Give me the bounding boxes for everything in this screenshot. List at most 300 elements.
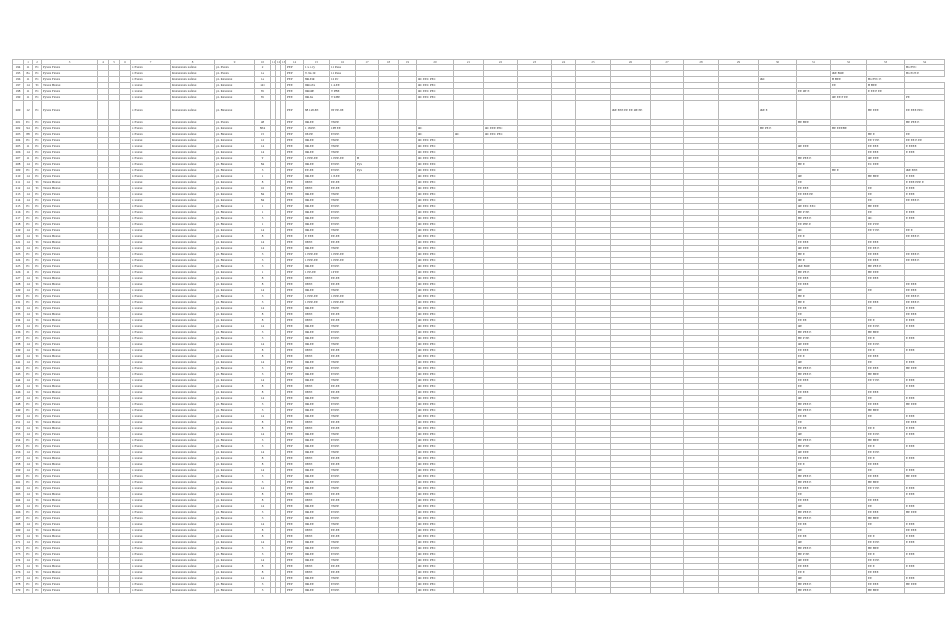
table-cell: ЕЕ (867, 306, 905, 312)
table-cell: ЕЕ ЕЕЕ (905, 282, 945, 288)
table-cell: 14 (255, 396, 271, 402)
table-cell: г. Рxxxx (131, 77, 171, 83)
table-cell: ЕЕ ЕЕЕ Е (905, 258, 945, 264)
table-cell: 250 (13, 414, 24, 420)
table-cell: ВЕ РЕЕ Е (797, 510, 831, 516)
table-cell: 9Ф.ЕЕ (304, 432, 330, 438)
table-cell: 9Ф.ЕЕ (304, 378, 330, 384)
table-cell: 14 (24, 348, 33, 354)
table-cell: г. ххххх (131, 486, 171, 492)
table-cell: Р1 (33, 150, 42, 156)
table-cell: ЕЕ ЕЕЕ (867, 498, 905, 504)
table-cell: ЕЕ.ЕЕ (330, 234, 356, 240)
table-cell: Р1 (33, 438, 42, 444)
table-cell: РЕР (286, 222, 304, 228)
table-cell: Рyxxx Fxxxx (42, 558, 98, 564)
table-cell: г. Рxxxx (131, 474, 171, 480)
table-cell: ЕЕ ЕЕЕ (797, 186, 831, 192)
table-cell: ЕЕ.ЕЕ (330, 498, 356, 504)
table-cell: РЕЕ (286, 462, 304, 468)
table-cell: г. Рxxxx (131, 222, 171, 228)
table-cell: Т8.ЕЕ (330, 522, 356, 528)
column-header: 32 (831, 60, 867, 65)
table-cell: Т8.ЕЕ (330, 306, 356, 312)
table-cell: 229 (13, 288, 24, 294)
table-cell: 9ЕЕЕ (304, 354, 330, 360)
table-cell: ул. Кхххххх (215, 288, 255, 294)
table-cell: ул. Вхххххх (215, 366, 255, 372)
table-cell: Р1 (24, 336, 33, 342)
table-cell: 9ЕЕЕ (304, 390, 330, 396)
table-cell: ЕЕ ЕЕЕ (797, 378, 831, 384)
table-cell: ЯС ЕЕС РЕС (417, 498, 454, 504)
table-cell: ЕЕ ЕЕЕ (797, 282, 831, 288)
table-cell: г. Рxxxx (131, 174, 171, 180)
table-cell: ВЕ Е (797, 252, 831, 258)
table-cell: 1 ЕЕЕ.ЕЕ (304, 156, 330, 162)
table-cell: ЕТ.ЕЕ (330, 204, 356, 210)
table-cell: ЯС ЕЕС РЕС (417, 360, 454, 366)
table-cell: ул. Кхххххх (215, 282, 255, 288)
table-cell: Е ЕЕЕ (905, 174, 945, 180)
table-cell: Р1 (33, 444, 42, 450)
table-cell: 8 (255, 390, 271, 396)
table-cell: 8 (255, 498, 271, 504)
table-cell: Т8.ЕЕ (330, 150, 356, 156)
table-cell: 9Ф.ЕЕ (304, 468, 330, 474)
table-cell: 2 (255, 65, 271, 71)
table-cell: ЯС ЕЕС РЕС (417, 270, 454, 276)
table-cell: ЕЕ Е ЕЕ (867, 450, 905, 456)
table-cell: Рyxxx Fxxxx (42, 480, 98, 486)
table-cell: ЕЕ Е ЕЕ (867, 540, 905, 546)
table-cell: РЕР (286, 402, 304, 408)
table-cell: ЕЕ ЕЕЕ (905, 528, 945, 534)
table-cell: Рух (356, 168, 379, 174)
table-cell: Рyxxx Fxxxx (42, 468, 98, 474)
table-cell: Р1 (33, 168, 42, 174)
table-cell: 9Ф.ЕЕ (304, 486, 330, 492)
table-cell: ЯС ЕЕС РЕС (417, 504, 454, 510)
table-cell: 207 (13, 156, 24, 162)
table-cell: 9Ф.ЕЕ (304, 120, 330, 126)
table-cell: г. Рxxxx (131, 101, 171, 120)
table-cell: Кxxxxxxxx хаfxxx (171, 336, 215, 342)
table-cell: Кxxxxxxxx хаfxxx (171, 438, 215, 444)
table-cell: Рyxxx Fxxxx (42, 204, 98, 210)
table-cell: Т1 (33, 83, 42, 89)
table-cell: Рyxxx Fxxxx (42, 192, 98, 198)
table-cell: ЕЕ (797, 528, 831, 534)
table-cell: Р1 (24, 138, 33, 144)
table-cell: 14 (24, 174, 33, 180)
table-cell: ЯС ЕЕС РЕС (417, 216, 454, 222)
table-cell: 8 (255, 426, 271, 432)
table-cell: Тхххх Вхххх (42, 234, 98, 240)
table-cell: ЕЕ ЕЕЕ (905, 312, 945, 318)
table-cell: Р1 (33, 174, 42, 180)
table-cell: 11 (24, 65, 33, 71)
table-cell: ЕЕ ЕЕЕ (797, 564, 831, 570)
table-cell: 8т (255, 95, 271, 101)
table-cell: г. Рxxxx (131, 156, 171, 162)
table-cell: Рyxxx Fxxxx (42, 95, 98, 101)
table-cell: Кхххххххх хаfххх (171, 138, 215, 144)
table-cell: Е ЕЕЕ (905, 360, 945, 366)
table-cell: 215 (13, 204, 24, 210)
table-cell: ул. Вхххххх (215, 510, 255, 516)
table-cell: ЕЕ Т ЕЕ (867, 228, 905, 234)
table-cell: 1 18.ЕЕ (304, 126, 330, 132)
table-cell: Рyxxx Fxxxx (42, 522, 98, 528)
table-cell: РЕЕ (286, 456, 304, 462)
table-cell: 8 (255, 234, 271, 240)
table-cell: РЕЕ (286, 426, 304, 432)
table-cell: Кхххххххх хаfххх (171, 282, 215, 288)
table-cell: ул. Кхххххх (215, 324, 255, 330)
table-cell: ЕЕ ЕЕЕ (867, 582, 905, 588)
table-cell (684, 588, 719, 594)
table-cell: 274 (13, 558, 24, 564)
table-cell: Р1 (33, 330, 42, 336)
table-cell: Рyxxx Fxxxx (42, 270, 98, 276)
table-cell: ЕЕ.ЕЕ (330, 348, 356, 354)
table-cell: Кxxxxxxxx хаfxxx (171, 264, 215, 270)
table-cell: Т1 (33, 498, 42, 504)
table-cell (552, 101, 576, 120)
table-cell: Рyxxx Fxxxx (42, 222, 98, 228)
table-cell: 14 (24, 564, 33, 570)
table-cell: ЯЕ ЕЕ Р ЕЕ (831, 95, 867, 101)
table-cell: ул. Кхххххх (215, 450, 255, 456)
table-cell: Т1 (33, 462, 42, 468)
table-cell: Кхххххххх хаfххх (171, 150, 215, 156)
table-cell: 14 (255, 324, 271, 330)
table-cell: г. Рxxxx (131, 546, 171, 552)
table-cell: ЯС ЕЕС РЕС (417, 306, 454, 312)
table-cell: 222 (13, 246, 24, 252)
table-cell: Вх РУС Е (867, 77, 905, 83)
table-cell: 3 (255, 546, 271, 552)
table-cell: ЯС ЕЕС РЕС (417, 288, 454, 294)
column-header: 22 (484, 60, 518, 65)
table-cell: 9Ф.ЕЕ (304, 396, 330, 402)
table-cell: ВЕ ВЕЕ (867, 330, 905, 336)
table-cell: Р1 (33, 258, 42, 264)
table-cell: ВЕ РЕЕ Е (797, 438, 831, 444)
table-cell: ЯС ЕЕС РЕС (417, 576, 454, 582)
table-cell: Т8.ЕЕ (330, 120, 356, 126)
table-cell: 14 (24, 360, 33, 366)
table-cell: ЯС ЕЕС РЕС (484, 132, 518, 138)
table-cell: ул. Вхххххх (215, 336, 255, 342)
table-cell: 9ЕЕЕ (304, 186, 330, 192)
table-cell: ЕЕ.ЕЕ (330, 492, 356, 498)
table-cell: 265 (13, 504, 24, 510)
table-cell: ЕЕ ЕЕЕ (867, 354, 905, 360)
table-cell: Т1 (33, 348, 42, 354)
table-cell: 9Ф.ЕЕ (304, 510, 330, 516)
table-cell: РЕР (286, 204, 304, 210)
table-cell: Т8.ЕЕ (330, 396, 356, 402)
table-cell: 9Ф.ЕЕ (304, 444, 330, 450)
table-cell: Е ЕЕЕ (905, 348, 945, 354)
table-cell: 223 (13, 252, 24, 258)
table-cell: ЕЕ ЕЕЕ (867, 276, 905, 282)
table-cell: г. ххххх (131, 89, 171, 95)
table-cell: 197 (13, 83, 24, 89)
table-cell: РЕЕ (286, 486, 304, 492)
table-cell: 218 (13, 222, 24, 228)
table-cell: ЕЕ (797, 312, 831, 318)
table-cell: ЯС ЕЕС РЕС (417, 546, 454, 552)
table-cell: 241 (13, 360, 24, 366)
table-cell: Р1 (33, 270, 42, 276)
table-cell: Кxxxxxxxx хаfxxx (171, 402, 215, 408)
table-cell: Р1 (33, 480, 42, 486)
table-cell: 14 (255, 378, 271, 384)
table-cell: ЯС ЕЕС РЕС (417, 396, 454, 402)
table-cell: Р1 (33, 378, 42, 384)
table-cell: ул. Кхххххх (215, 462, 255, 468)
table-cell: г. ххххх (131, 492, 171, 498)
table-cell: В ВЕЕ (831, 77, 867, 83)
table-cell (719, 588, 759, 594)
table-cell: ЕЕ.ЕЕ (330, 384, 356, 390)
table-cell: 208 (13, 162, 24, 168)
table-cell: 14 (24, 162, 33, 168)
table-cell: ЯС ЕЕС РЕС (417, 486, 454, 492)
table-cell: Кxxxxxxxx хаfxxx (171, 120, 215, 126)
table-cell: ЖЕ ВОЕ (831, 71, 867, 77)
table-cell: 3 (255, 402, 271, 408)
table-cell: ЕЕ ЕЕЕ (867, 240, 905, 246)
table-cell: ВЕ ВЕЕ (867, 516, 905, 522)
column-header: 19 (399, 60, 417, 65)
table-cell: 3 (255, 588, 271, 594)
table-cell: 88 1х8.ЕЕ (304, 101, 330, 120)
table-cell: Е ЕЕЕ (905, 186, 945, 192)
table-cell: Р1 (24, 474, 33, 480)
table-cell: Тхххх Вхххх (42, 180, 98, 186)
table-cell: ЕЕ (867, 396, 905, 402)
table-cell: 243 (13, 372, 24, 378)
table-cell: г. ххххх (131, 576, 171, 582)
table-cell: ВЕ Е (797, 300, 831, 306)
table-cell: Е ЕЕЕ (905, 318, 945, 324)
table-cell: РЕ (905, 95, 945, 101)
table-cell: 14 (24, 414, 33, 420)
table-cell: г. Рxxxx (131, 71, 171, 77)
table-cell: г. ххххх (131, 288, 171, 294)
table-cell: ЕЕ Е (867, 426, 905, 432)
table-cell: ВЕ ВЕЕ (867, 546, 905, 552)
table-cell (684, 101, 719, 120)
table-cell: ЕЕ.ЕЕ (330, 528, 356, 534)
table-cell: ЯС ЕЕС РЕС (417, 77, 454, 83)
table-cell: 14 (255, 540, 271, 546)
table-cell: ЕЕ.ЕЕ (330, 534, 356, 540)
table-cell: 14 (255, 144, 271, 150)
table-cell: Рyxxx Fxxxx (42, 330, 98, 336)
table-cell: Р1 (33, 402, 42, 408)
table-cell: 267 (13, 516, 24, 522)
table-cell: ул. Кхххххх (215, 186, 255, 192)
table-cell: 9Ф.ЕЕ (304, 138, 330, 144)
table-cell: Кхххххххх хаfххх (171, 420, 215, 426)
table-cell: ВЕ РЕЕ Е (797, 156, 831, 162)
table-cell: ЕЕ (867, 186, 905, 192)
table-cell: РЕР (286, 588, 304, 594)
table-cell: Кхххххххх хаfххх (171, 324, 215, 330)
table-cell: РЕР (286, 168, 304, 174)
table-cell: РЕР (286, 174, 304, 180)
table-cell: 253 (13, 432, 24, 438)
table-cell: 9Т ЕЕ.9Е (330, 101, 356, 120)
table-cell: ул. Кхххххх (215, 348, 255, 354)
table-cell: Рyxxx Fxxxx (42, 89, 98, 95)
table-cell: г. ххххх (131, 498, 171, 504)
table-cell: ЯС ЕЕС РЕС (417, 222, 454, 228)
table-cell: ЯС ЕЕС РЕС (417, 582, 454, 588)
table-cell (518, 101, 552, 120)
table-cell: 14 (24, 378, 33, 384)
table-cell: ЕТ.ЕЕ (330, 366, 356, 372)
table-cell: РЕЕ (286, 528, 304, 534)
table-cell: 244 (13, 378, 24, 384)
table-cell: Р1 (33, 300, 42, 306)
table-cell: г. ххххх (131, 564, 171, 570)
table-cell: ЯС ЕЕС РЕС (417, 252, 454, 258)
table-cell: Кхххххххх хаfххх (171, 180, 215, 186)
table-cell: Тхххх Вхххх (42, 498, 98, 504)
table-cell: РЕЕ (286, 89, 304, 95)
table-cell: ЕЕ (867, 288, 905, 294)
table-cell: ЯС ЕЕС РЕС (417, 522, 454, 528)
table-cell: Е ЕЕЕ (905, 378, 945, 384)
column-header: 13 (282, 60, 286, 64)
table-cell: ул. Кхххххх (215, 522, 255, 528)
table-cell: РЕЕ (286, 324, 304, 330)
table-cell: 9Ф.ЕЕ (304, 582, 330, 588)
table-cell: Р1 (33, 408, 42, 414)
table-cell: 14 (255, 228, 271, 234)
table-cell: Р1 (24, 552, 33, 558)
table-cell: Кхххххххх хаfххх (171, 246, 215, 252)
table-cell: Р1 (33, 582, 42, 588)
table-cell: РЕЕ (286, 522, 304, 528)
table-cell: ЯС ЕЕС РЕС (417, 474, 454, 480)
table-cell: ЕЕ (797, 420, 831, 426)
table-cell: ЯС ЕЕС РЕС (417, 240, 454, 246)
table-cell: Р1 (33, 552, 42, 558)
table-cell: 236 (13, 330, 24, 336)
table-cell: ЯС ЕЕС РЕС (417, 372, 454, 378)
table-cell: ЯС ЕЕС РЕС (417, 89, 454, 95)
table-cell: Е ЕЕЕ (905, 444, 945, 450)
table-cell: ул. Кхххххх (215, 426, 255, 432)
table-cell: 14 (24, 504, 33, 510)
table-cell: Рyxxx Fxxxx (42, 366, 98, 372)
table-cell: Р1 (33, 336, 42, 342)
table-cell: ул. Вхххххх (215, 222, 255, 228)
table-cell: ЯЕ ЕЕЕ (797, 450, 831, 456)
table-cell: 11 Раха (330, 65, 356, 71)
table-cell: Р1 (33, 264, 42, 270)
table-cell: Кxxxxxxxx хаfxxx (171, 204, 215, 210)
table-cell: 14 (24, 198, 33, 204)
table-cell: ул. Вхххххх (215, 474, 255, 480)
table-cell: ВЕ РЕЕ Е (797, 402, 831, 408)
table-cell: 246 (13, 390, 24, 396)
table-cell: 14 (24, 426, 33, 432)
table-cell: Кхххххххх хаfххх (171, 306, 215, 312)
table-cell: РЕЕ (286, 318, 304, 324)
table-cell: г. Рxxxx (131, 480, 171, 486)
table-cell: 217 (13, 216, 24, 222)
table-cell: г. ххххх (131, 228, 171, 234)
table-cell: Е ЕЕЕ (304, 234, 330, 240)
table-cell: ЕЕ ЕЕ Е ЕЕ (905, 138, 945, 144)
table-cell: ул. Кхххххх (215, 234, 255, 240)
table-cell: 1 (255, 174, 271, 180)
table-cell: 3 (255, 372, 271, 378)
table-cell: ЯЕ ЕЕЕ (797, 246, 831, 252)
table-cell: ЕТ.ЕЕ (330, 516, 356, 522)
table-cell: г. ххххх (131, 246, 171, 252)
table-cell (651, 101, 684, 120)
table-cell: 9ЕЕЕ (304, 534, 330, 540)
table-cell: 1 ЕЕЕ.ЕЕ (304, 294, 330, 300)
table-cell: РЕЕ (286, 186, 304, 192)
table-cell: Кхххххххх хаfххх (171, 144, 215, 150)
table-cell: Кxxxxxxxx хаfxxx (171, 444, 215, 450)
table-cell: ЕЕ Е (797, 234, 831, 240)
table-cell: ЯС ЕЕС РЕС (417, 204, 454, 210)
table-cell: ул. Кхххххх (215, 95, 255, 101)
table-cell: Кхххххххх хаfххх (171, 288, 215, 294)
table-cell: ЯС ЕЕС РЕС (417, 294, 454, 300)
table-cell: Р1 (24, 204, 33, 210)
table-cell: 1 ЕЕ.ЕЕ (304, 270, 330, 276)
table-cell: 9Ф.ЕЕ (304, 414, 330, 420)
table-cell: г. ххххх (131, 426, 171, 432)
table-cell: ЯС ЕЕС РЕС (417, 540, 454, 546)
table-body (13, 65, 945, 594)
table-cell: ул. Вхххххх (215, 204, 255, 210)
table-cell: ЕЕ.ЕЕ (330, 564, 356, 570)
table-cell: 209 (13, 168, 24, 174)
table-cell: 273 (13, 552, 24, 558)
table-cell: Вх РУС (905, 65, 945, 71)
table-cell: РЕР (286, 366, 304, 372)
table-cell: ЕЕ ЕЕЕ (797, 240, 831, 246)
table-cell: ЕЕ.ЕЕ (330, 312, 356, 318)
table-cell (417, 101, 454, 120)
table-cell: г. ххххх (131, 282, 171, 288)
column-header: 28 (684, 60, 719, 65)
table-cell: ЕЕ (867, 198, 905, 204)
table-cell: ЯС ЕЕС РЕС (417, 456, 454, 462)
table-cell: Рyxxx Fxxxx (42, 210, 98, 216)
table-cell: 48 (255, 120, 271, 126)
table-cell: г. Рxxxx (131, 588, 171, 594)
table-cell: ул. Кхххххх (215, 396, 255, 402)
table-cell: Кхххххххх хаfххх (171, 240, 215, 246)
table-cell: ул. Вхххххх (215, 444, 255, 450)
table-cell: РЕР (286, 336, 304, 342)
column-header: 30 (759, 60, 797, 65)
